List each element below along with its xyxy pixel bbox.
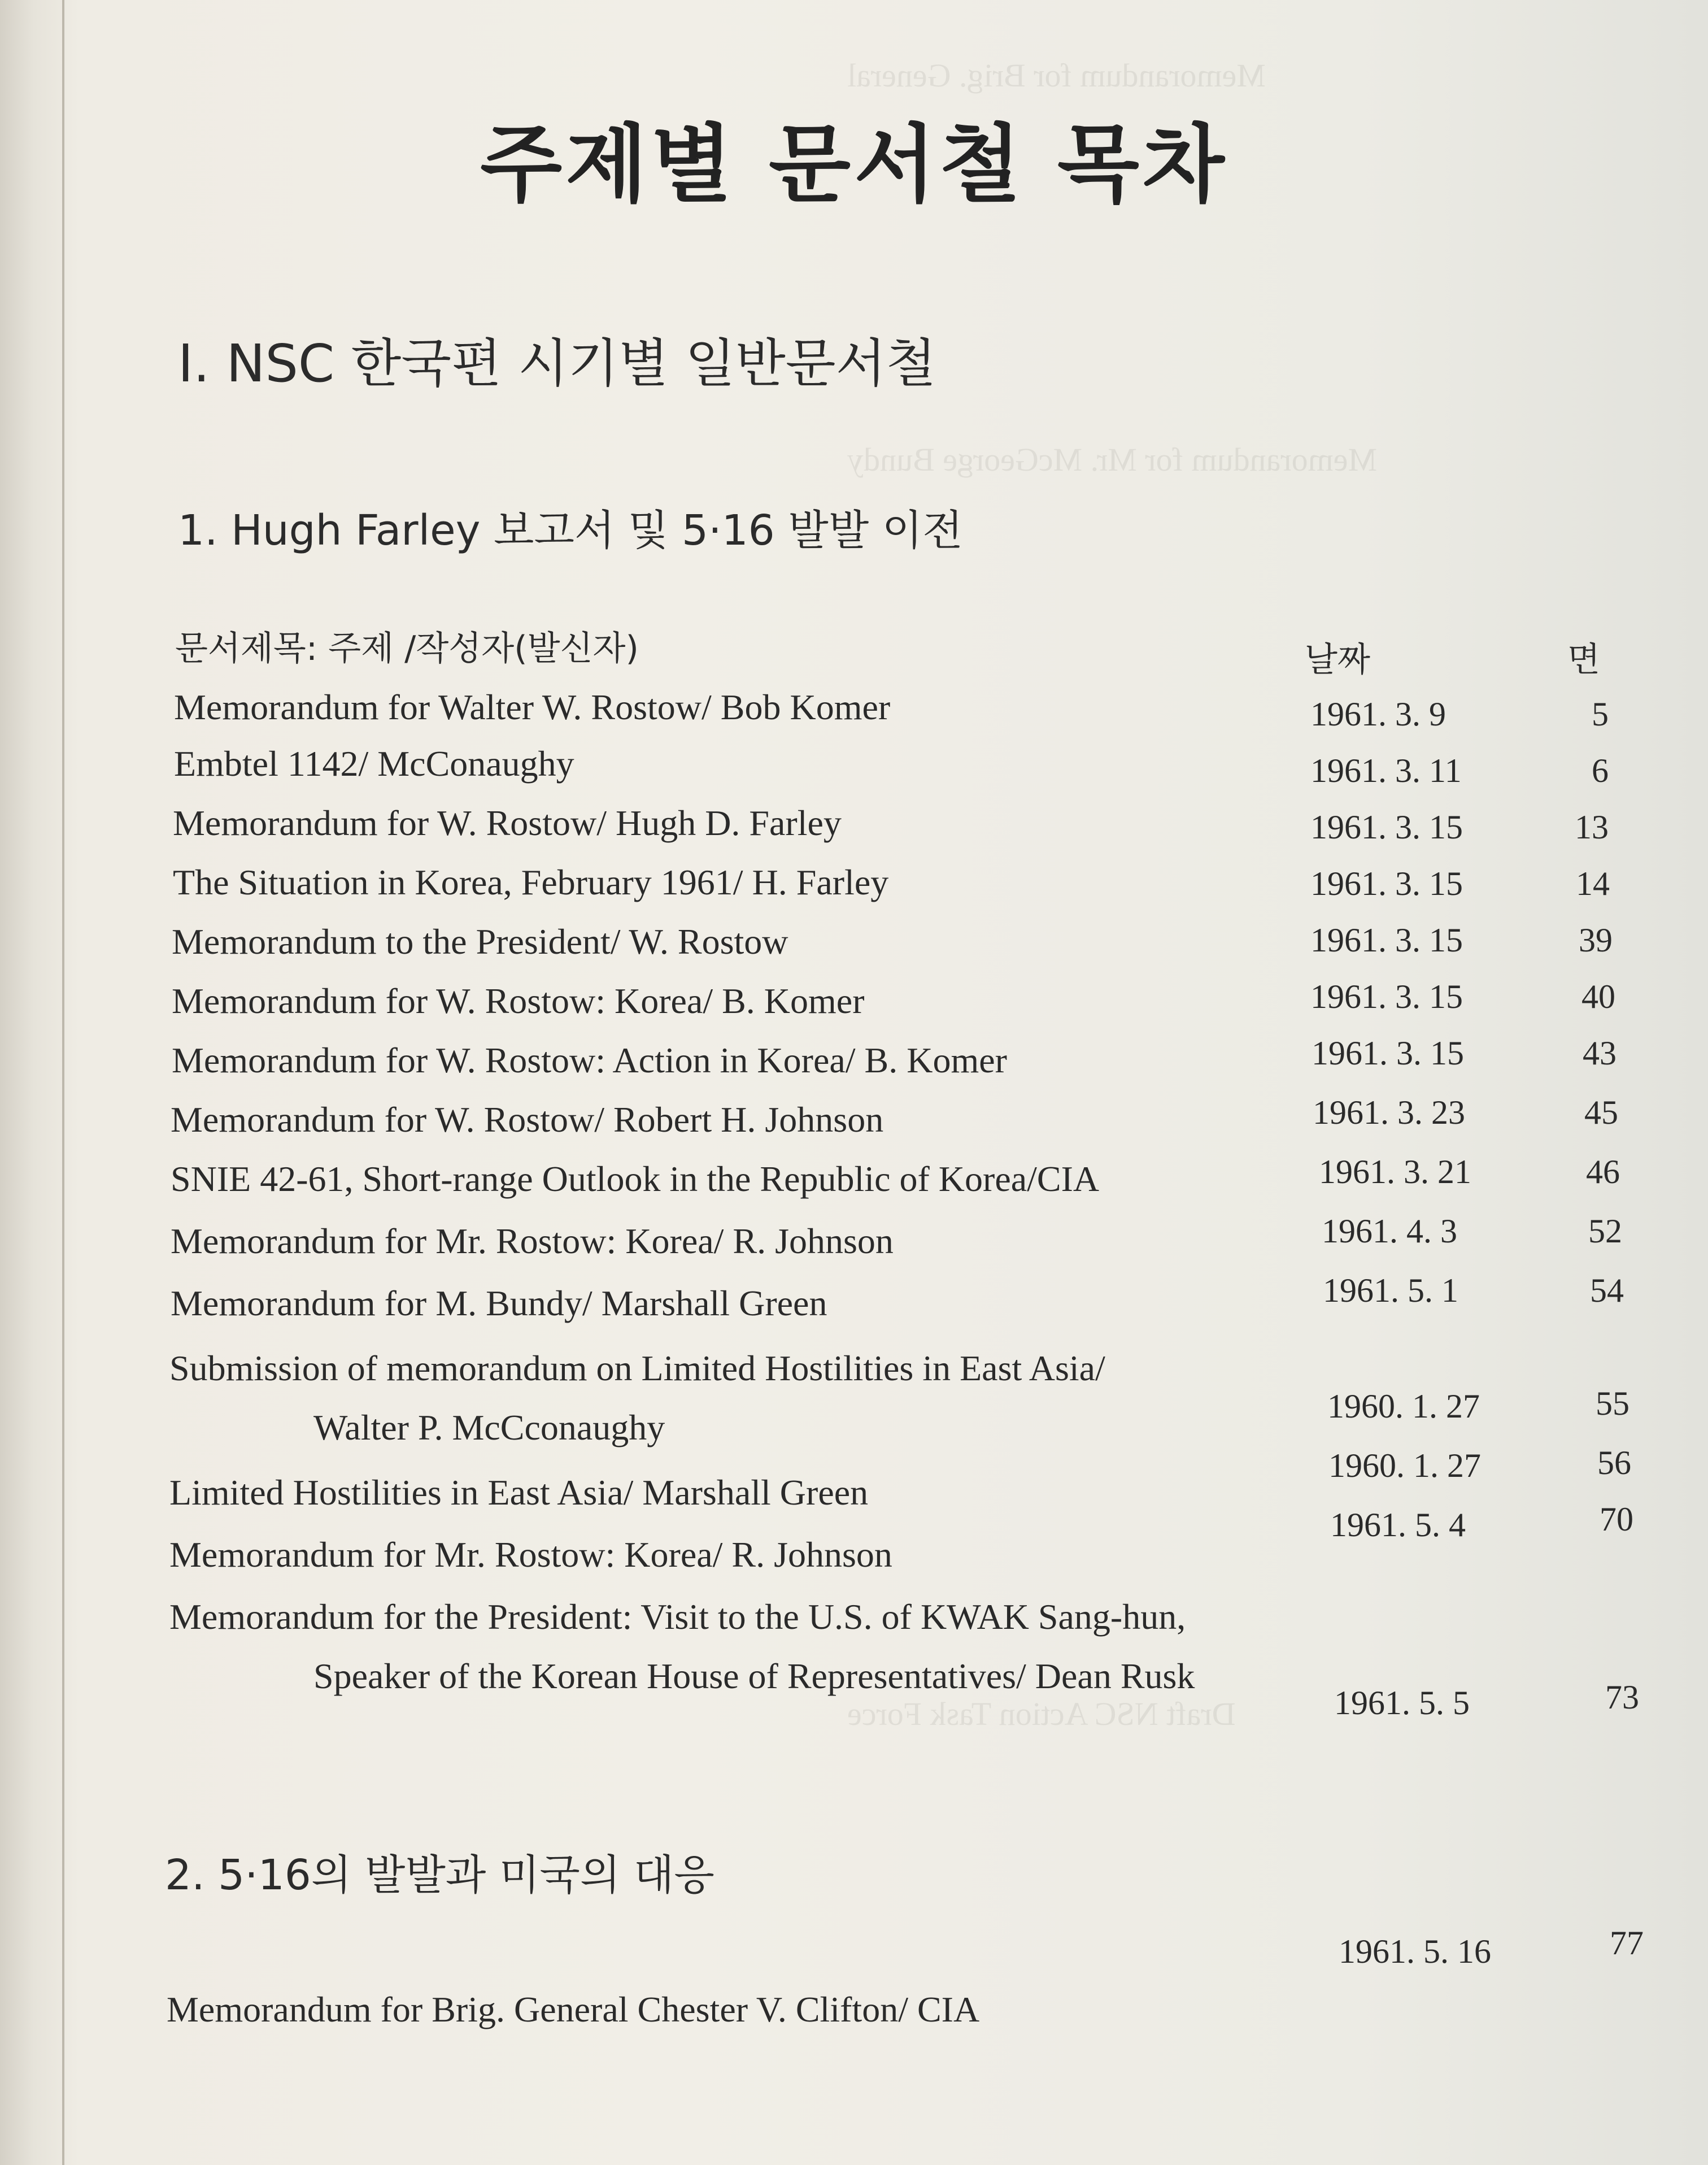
page-binding-edge (62, 0, 64, 2165)
entry-page: 55 (1596, 1385, 1629, 1422)
entry-page: 73 (1605, 1679, 1639, 1716)
entry-title: The Situation in Korea, February 1961/ H. Farley (173, 862, 889, 902)
part-heading: I. NSC 한국편 시기별 일반문서철 (178, 333, 936, 394)
entry-date: 1961. 3. 9 (1310, 695, 1446, 733)
entry-date: 1961. 5. 16 (1339, 1933, 1491, 1970)
entry-page: 13 (1575, 808, 1609, 846)
entry-title: Memorandum for W. Rostow: Korea/ B. Komer (172, 981, 865, 1021)
entry-title: Memorandum for M. Bundy/ Marshall Green (171, 1283, 827, 1323)
entry-page: 54 (1590, 1272, 1624, 1309)
entry-date: 1961. 3. 15 (1310, 865, 1463, 902)
entry-title: Memorandum for Walter W. Rostow/ Bob Komer (174, 687, 891, 727)
entry-page: 5 (1592, 695, 1609, 733)
entry-page: 43 (1583, 1034, 1616, 1072)
entry-date: 1961. 3. 15 (1310, 921, 1463, 959)
entry-date: 1961. 5. 5 (1334, 1684, 1470, 1721)
entry-date: 1960. 1. 27 (1328, 1447, 1481, 1484)
entry-date: 1961. 5. 4 (1330, 1506, 1466, 1544)
entry-page: 77 (1610, 1924, 1644, 1962)
entry-title: Memorandum for W. Rostow/ Hugh D. Farley (173, 803, 842, 843)
entry-title: Memorandum for Mr. Rostow: Korea/ R. Johnson (171, 1221, 894, 1261)
section-heading-2: 2. 5·16의 발발과 미국의 대응 (165, 1851, 714, 1899)
entry-title: Memorandum for the President: Visit to the U.S. of KWAK Sang-hun, (169, 1597, 1186, 1637)
entry-title: Memorandum to the President/ W. Rostow (172, 921, 788, 962)
entry-page: 46 (1586, 1153, 1620, 1190)
entry-title: Memorandum for Brig. General Chester V. Clifton/ CIA (167, 1989, 980, 2029)
entry-page: 14 (1576, 865, 1610, 902)
entry-date: 1961. 3. 11 (1310, 752, 1462, 789)
entry-title: SNIE 42-61, Short-range Outlook in the Republic of Korea/CIA (171, 1159, 1100, 1199)
column-header-date: 날짜 (1305, 640, 1370, 680)
bleed-through-text: Memorandum for Brig. General (847, 57, 1266, 94)
entry-title-continuation: Speaker of the Korean House of Representatives/ Dean Rusk (313, 1656, 1195, 1696)
entry-title: Embtel 1142/ McConaughy (174, 744, 574, 784)
entry-title-continuation: Walter P. McCconaughy (313, 1407, 665, 1447)
bleed-through-text: Memorandum for Mr. McGeorge Bundy (847, 441, 1378, 478)
entry-date: 1961. 5. 1 (1323, 1272, 1458, 1309)
section-heading-1: 1. Hugh Farley 보고서 및 5·16 발발 이전 (178, 506, 963, 555)
entry-date: 1961. 3. 15 (1310, 808, 1463, 846)
entry-title: Limited Hostilities in East Asia/ Marshall Green (169, 1472, 869, 1512)
entry-page: 52 (1588, 1212, 1622, 1250)
entry-page: 45 (1584, 1094, 1618, 1131)
entry-title: Memorandum for W. Rostow: Action in Korea/ B. Komer (172, 1040, 1007, 1080)
page-title: 주제별 문서철 목차 (480, 116, 1228, 214)
entry-date: 1961. 4. 3 (1322, 1212, 1457, 1250)
entry-page: 56 (1597, 1444, 1631, 1481)
entry-page: 40 (1581, 978, 1615, 1015)
entry-date: 1960. 1. 27 (1327, 1388, 1480, 1425)
entry-date: 1961. 3. 21 (1319, 1153, 1471, 1190)
entry-title: Submission of memorandum on Limited Hostilities in East Asia/ (169, 1348, 1105, 1388)
entry-page: 70 (1600, 1501, 1633, 1538)
column-header-title: 문서제목: 주제 /작성자(발신자) (175, 629, 639, 668)
entry-title: Memorandum for W. Rostow/ Robert H. Johnson (171, 1099, 884, 1140)
entry-date: 1961. 3. 15 (1310, 978, 1463, 1015)
entry-date: 1961. 3. 23 (1313, 1094, 1465, 1131)
entry-page: 39 (1579, 921, 1613, 959)
entry-title: Memorandum for Mr. Rostow: Korea/ R. Johnson (169, 1534, 892, 1575)
bleed-through-text: Draft NSC Action Task Force (847, 1696, 1236, 1732)
entry-date: 1961. 3. 15 (1312, 1034, 1464, 1072)
entry-page: 6 (1592, 752, 1609, 789)
column-header-page: 면 (1567, 640, 1600, 680)
